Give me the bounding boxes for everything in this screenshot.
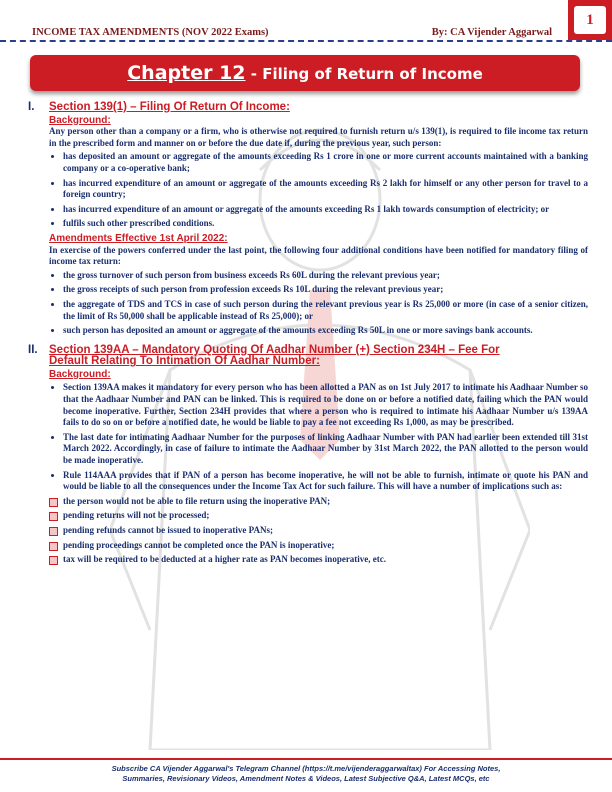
section-heading-continued xyxy=(28,356,588,368)
list-item: • fulfils such other prescribed conditions. xyxy=(63,218,588,230)
aadhaar-list xyxy=(49,382,588,492)
page-header xyxy=(32,27,552,41)
list-item: pending refunds cannot be issued to inoperative PANs; xyxy=(49,525,588,537)
section-title-continued: Default Relating To Intimation Of Aadhar Number: xyxy=(49,355,320,368)
checkbox-bullet-icon xyxy=(49,512,58,521)
chapter-title: - Filing of Return of Income xyxy=(245,65,483,83)
implications-list xyxy=(49,496,588,566)
list-item: • Section 139AA makes it mandatory for every person who has been allotted a PAN as on 1st July 2017 to intimate his Aadhaar Number so that the Aadhaar Number and PAN can be linked. This is required to be done on or before a notified date, failing which the PAN would become inoperative. Further, Section 234H provides that where a person who is required to intimate his Aadhaar Number u/s 139AA fails to do so on or before a notified date, he would be liable to pay a fee not exceeding Rs 1,000, as may be prescribed. xyxy=(63,382,588,428)
condition-list xyxy=(49,151,588,230)
list-item: the person would not be able to file return using the inoperative PAN; xyxy=(49,496,588,508)
list-item: tax will be required to be deducted at a higher rate as PAN becomes inoperative, etc. xyxy=(49,554,588,566)
list-item: • The last date for intimating Aadhaar Number for the purposes of linking Aadhaar Number with PAN had earlier been extended till 31st March 2022. Accordingly, in case of failure to intimate the Aadhaar Number by 31st March 2022, the PAN allotted to the person would be made inoperative. xyxy=(63,432,588,467)
section-title: Section 139(1) – Filing Of Return Of Income: xyxy=(49,101,290,113)
chapter-banner xyxy=(30,55,580,91)
checkbox-bullet-icon xyxy=(49,498,58,507)
chapter-number: Chapter 12 xyxy=(127,62,246,84)
list-item: • the gross receipts of such person from profession exceeds Rs 10L during the relevant previous year; xyxy=(63,284,588,296)
checkbox-bullet-icon xyxy=(49,542,58,551)
list-item: • has incurred expenditure of an amount or aggregate of the amounts exceeding Rs 2 lakh for himself or any other person for travel to a foreign country; xyxy=(63,178,588,201)
background-label: Background: xyxy=(49,114,111,126)
background-paragraph: Any person other than a company or a firm, who is otherwise not required to furnish return u/s 139(1), is required to file income tax return in the prescribed form and manner on or before the due date if, during the previous year, such person: xyxy=(49,126,588,148)
checkbox-bullet-icon xyxy=(49,527,58,536)
section-heading: II. Section 139AA – Mandatory Quoting Of Aadhar Number (+) Section 234H – Fee For xyxy=(28,343,500,356)
footer-line-1[interactable]: Subscribe CA Vijender Aggarwal's Telegram Channel (https://t.me/vijenderaggarwaltax) For Accessing Notes, xyxy=(111,764,501,773)
list-item: pending proceedings cannot be completed once the PAN is inoperative; xyxy=(49,540,588,552)
section-heading: I. Section 139(1) – Filing Of Return Of Income: xyxy=(28,101,290,113)
list-item: • has incurred expenditure of an amount or aggregate of the amounts exceeding Rs 1 lakh towards consumption of electricity; or xyxy=(63,204,588,216)
header-author: By: CA Vijender Aggarwal xyxy=(431,27,552,38)
amendment-list xyxy=(49,270,588,337)
list-item: • such person has deposited an amount or aggregate of the amounts exceeding Rs 50L in one or more savings bank accounts. xyxy=(63,325,588,337)
page-footer xyxy=(40,764,572,784)
checkbox-bullet-icon xyxy=(49,556,58,565)
list-item: • Rule 114AAA provides that if PAN of a person has become inoperative, he will not be able to furnish, intimate or quote his PAN and would be liable to all the consequences under the Income Tax Act for such failure. This will have a number of implications such as: xyxy=(63,470,588,493)
list-item: • the aggregate of TDS and TCS in case of such person during the relevant previous year is Rs 25,000 or more (in case of a senior citizen, the limit of Rs 50,000 shall be applicable instead of Rs 25,000); or xyxy=(63,299,588,322)
list-item: • the gross turnover of such person from business exceeds Rs 60L during the relevant previous year; xyxy=(63,270,588,282)
amendment-paragraph: In exercise of the powers conferred under the last point, the following four additional conditions have been notified for mandatory filing of income tax return: xyxy=(49,244,588,267)
page-content xyxy=(28,102,588,569)
footer-line-2: Summaries, Revisionary Videos, Amendment Notes & Videos, Latest Subjective Q&A, Latest MCQs, etc xyxy=(122,774,490,783)
amendment-label: Amendments Effective 1st April 2022: xyxy=(49,232,228,244)
list-item: • has deposited an amount or aggregate of the amounts exceeding Rs 1 crore in one or more current accounts maintained with a banking company or a co-operative bank; xyxy=(63,151,588,174)
section-title: Section 139AA – Mandatory Quoting Of Aadhar Number (+) Section 234H – Fee For xyxy=(49,343,500,356)
background-label: Background: xyxy=(49,368,111,380)
list-item: pending returns will not be processed; xyxy=(49,510,588,522)
header-title: INCOME TAX AMENDMENTS (NOV 2022 Exams) xyxy=(32,27,269,38)
page-number: 1 xyxy=(574,6,606,34)
footer-divider xyxy=(0,758,612,760)
